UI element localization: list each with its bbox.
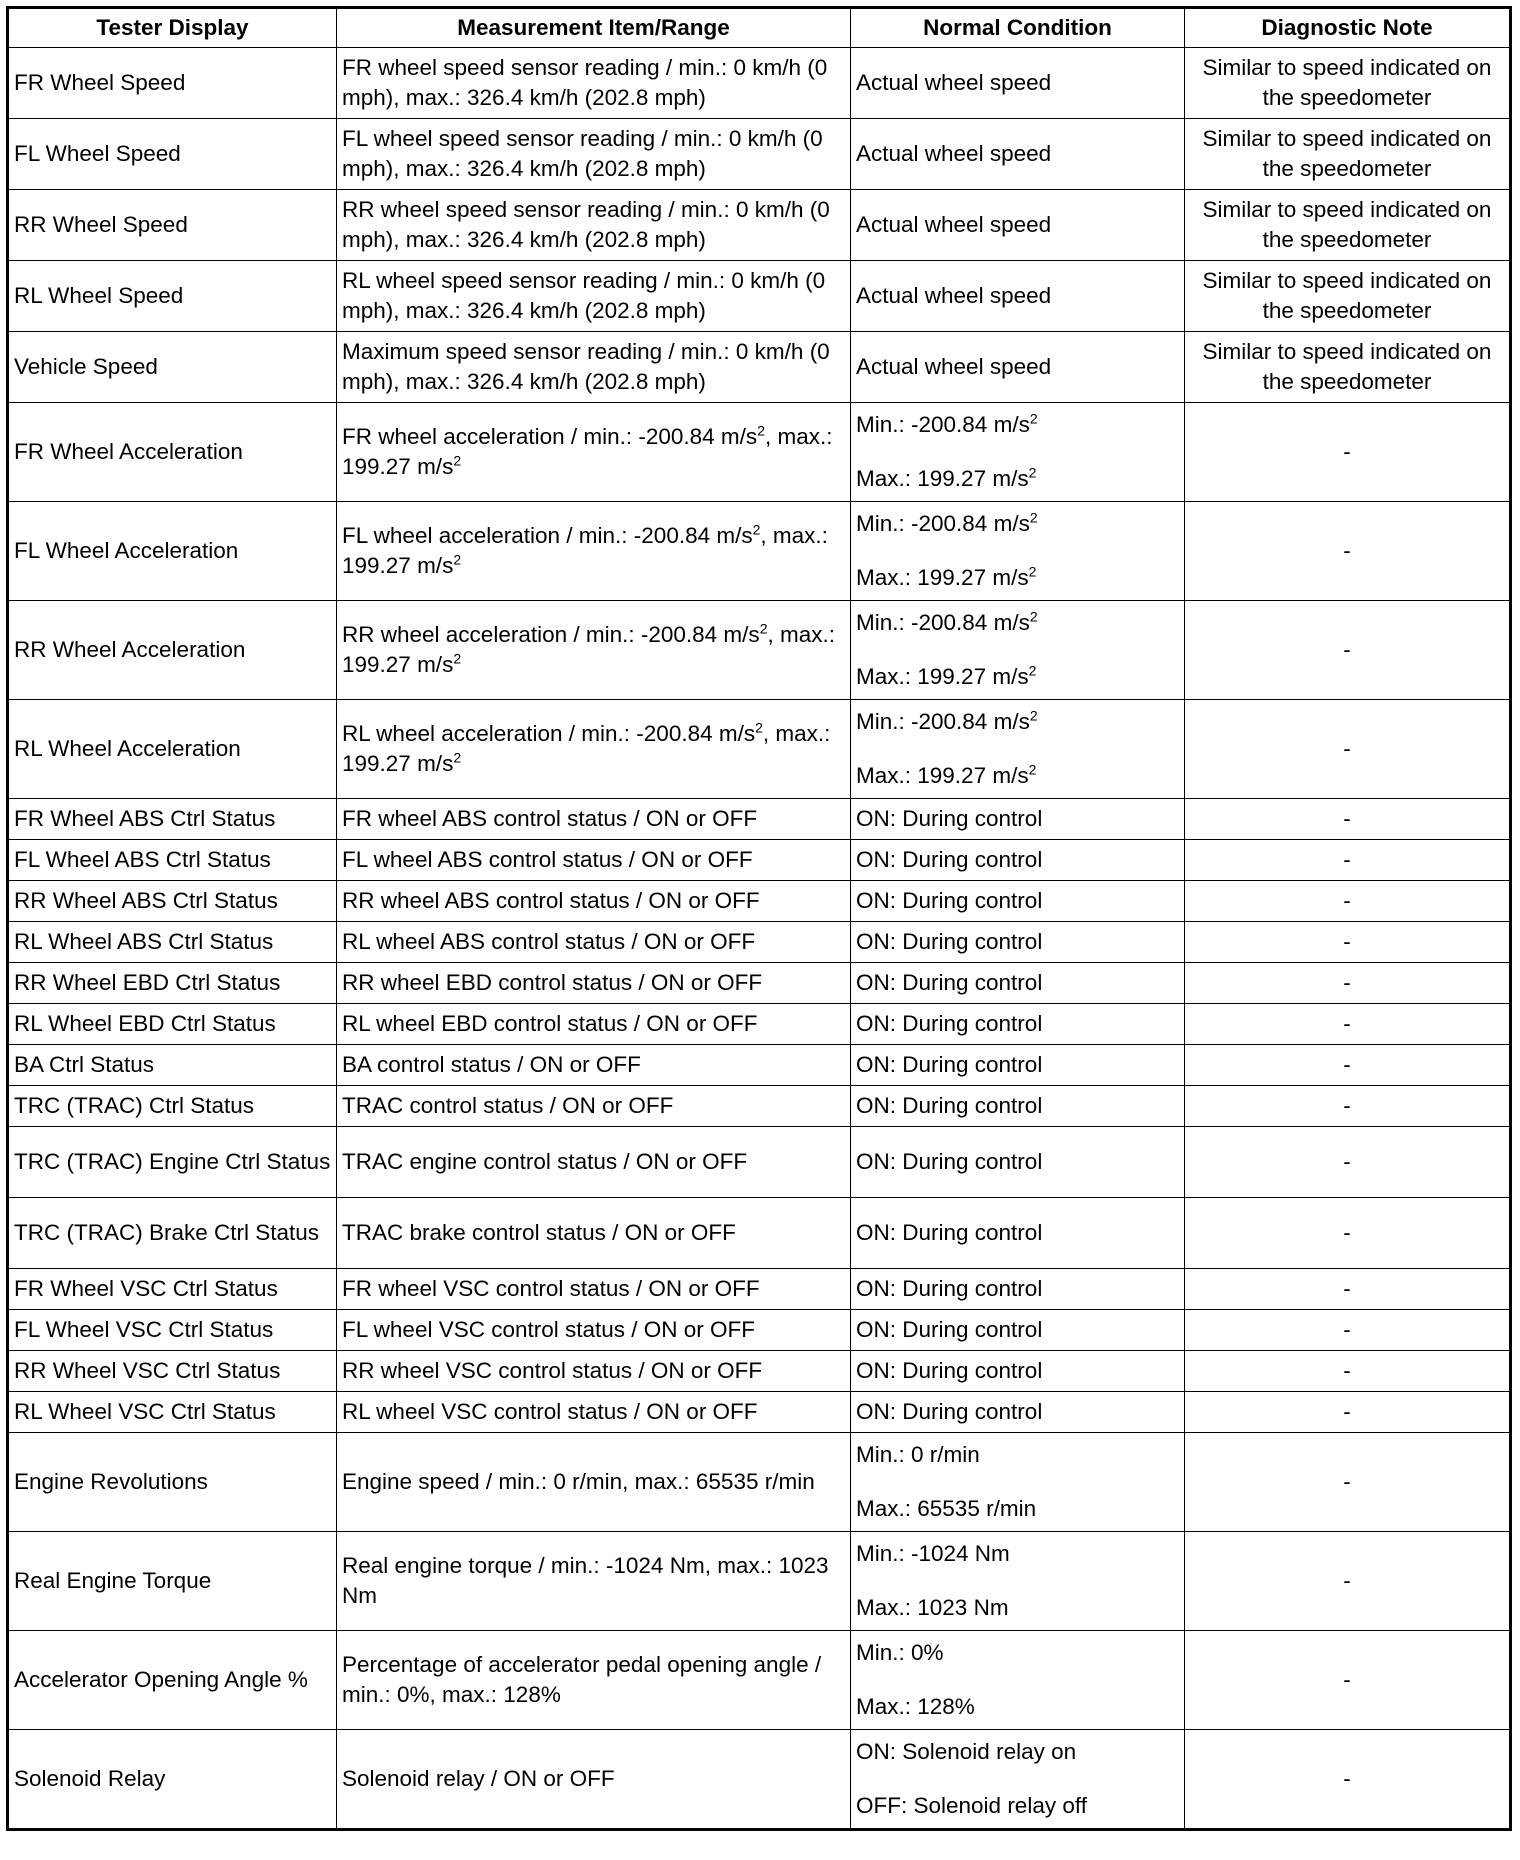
range-max-text: , max.: 199.27 m/s [342,721,831,776]
normal-condition-cell: ON: During control [851,1086,1185,1127]
measurement-range-cell: RR wheel VSC control status / ON or OFF [337,1351,851,1392]
table-row [8,1532,1511,1631]
table-row [8,190,1511,261]
diagnostic-note-cell: - [1185,799,1511,840]
diagnostic-note-cell: - [1185,1532,1511,1631]
normal-condition-cell [851,601,1185,700]
exponent: 2 [759,620,768,637]
tester-display-cell: FL Wheel VSC Ctrl Status [8,1310,337,1351]
diagnostic-note-cell: - [1185,1127,1511,1198]
header-measurement-item-range: Measurement Item/Range [337,8,851,48]
table-row [8,48,1511,119]
normal-max-text: Max.: 199.27 m/s [856,565,1029,590]
range-min-text: FR wheel acceleration / min.: -200.84 m/s [342,424,758,449]
table-row [8,1004,1511,1045]
measurement-range-cell: RL wheel EBD control status / ON or OFF [337,1004,851,1045]
diagnostic-note-cell: - [1185,700,1511,799]
diagnostic-note-cell: Similar to speed indicated on the speedometer [1185,48,1511,119]
measurement-range-cell: RR wheel speed sensor reading / min.: 0 km/h (0 mph), max.: 326.4 km/h (202.8 mph) [337,190,851,261]
tester-display-cell: RR Wheel Speed [8,190,337,261]
tester-display-cell: RL Wheel ABS Ctrl Status [8,922,337,963]
measurement-range-cell: RR wheel ABS control status / ON or OFF [337,881,851,922]
measurement-range-cell [337,601,851,700]
diagnostic-note-cell: - [1185,1269,1511,1310]
range-min-text: RR wheel acceleration / min.: -200.84 m/s [342,622,760,647]
tester-display-cell: RL Wheel VSC Ctrl Status [8,1392,337,1433]
exponent: 2 [1028,761,1037,778]
table-row [8,1198,1511,1269]
table-row [8,1433,1511,1532]
table-row [8,922,1511,963]
exponent: 2 [453,452,462,469]
normal-condition-cell: Actual wheel speed [851,261,1185,332]
measurement-range-cell [337,502,851,601]
range-min-text: RL wheel acceleration / min.: -200.84 m/s [342,721,756,746]
tester-display-cell: RR Wheel ABS Ctrl Status [8,881,337,922]
normal-condition-cell: ON: During control [851,1392,1185,1433]
normal-min-line [856,410,1179,440]
measurement-range-cell: FR wheel speed sensor reading / min.: 0 km/h (0 mph), max.: 326.4 km/h (202.8 mph) [337,48,851,119]
measurement-range-cell: TRAC control status / ON or OFF [337,1086,851,1127]
normal-max-text: Max.: 199.27 m/s [856,466,1029,491]
header-normal-condition: Normal Condition [851,8,1185,48]
measurement-range-cell: RL wheel ABS control status / ON or OFF [337,922,851,963]
table-row [8,1310,1511,1351]
normal-condition-cell: Actual wheel speed [851,48,1185,119]
measurement-range-cell: Percentage of accelerator pedal opening angle / min.: 0%, max.: 128% [337,1631,851,1730]
normal-condition-cell [851,403,1185,502]
diagnostic-note-cell: - [1185,403,1511,502]
exponent: 2 [453,650,462,667]
diagnostic-note-cell: - [1185,1351,1511,1392]
table-row [8,1351,1511,1392]
header-tester-display: Tester Display [8,8,337,48]
normal-condition-cell: ON: During control [851,1198,1185,1269]
exponent: 2 [453,551,462,568]
diagnostic-note-cell: Similar to speed indicated on the speedometer [1185,261,1511,332]
table-row [8,1392,1511,1433]
normal-min-text: Min.: -200.84 m/s [856,412,1030,437]
range-max-text: , max.: 199.27 m/s [342,622,835,677]
diagnostic-note-cell: - [1185,1198,1511,1269]
normal-min-text: Min.: 0% [856,1640,944,1665]
measurement-range-cell: Engine speed / min.: 0 r/min, max.: 65535 r/min [337,1433,851,1532]
normal-min-text: Min.: -200.84 m/s [856,511,1030,536]
header-row [8,8,1511,48]
exponent: 2 [752,521,761,538]
measurement-range-cell: FL wheel ABS control status / ON or OFF [337,840,851,881]
table-row [8,799,1511,840]
exponent: 2 [1029,608,1038,625]
tester-display-cell: RR Wheel VSC Ctrl Status [8,1351,337,1392]
normal-condition-cell: ON: During control [851,799,1185,840]
normal-condition-cell: ON: During control [851,1045,1185,1086]
table-row [8,700,1511,799]
diagnostic-note-cell: - [1185,1004,1511,1045]
normal-condition-cell: Actual wheel speed [851,119,1185,190]
table-row [8,881,1511,922]
table-row [8,963,1511,1004]
normal-condition-cell: ON: During control [851,840,1185,881]
diagnostic-note-cell: - [1185,1086,1511,1127]
normal-min-line [856,707,1179,737]
normal-max-text: Max.: 65535 r/min [856,1496,1037,1521]
range-max-text: , max.: 199.27 m/s [342,523,828,578]
diagnostic-note-cell: - [1185,1045,1511,1086]
normal-max-text: Max.: 199.27 m/s [856,664,1029,689]
measurement-range-cell: FL wheel speed sensor reading / min.: 0 km/h (0 mph), max.: 326.4 km/h (202.8 mph) [337,119,851,190]
diagnostic-note-cell: - [1185,922,1511,963]
normal-condition-cell: ON: During control [851,963,1185,1004]
tester-display-cell: RL Wheel Speed [8,261,337,332]
measurement-range-cell [337,700,851,799]
tester-display-cell: FR Wheel ABS Ctrl Status [8,799,337,840]
normal-min-text: Min.: 0 r/min [856,1442,980,1467]
measurement-range-cell: Maximum speed sensor reading / min.: 0 km/h (0 mph), max.: 326.4 km/h (202.8 mph) [337,332,851,403]
exponent: 2 [453,749,462,766]
diagnostic-note-cell: Similar to speed indicated on the speedometer [1185,190,1511,261]
table-row [8,332,1511,403]
normal-condition-cell [851,502,1185,601]
normal-condition-cell: ON: During control [851,881,1185,922]
normal-condition-cell [851,700,1185,799]
diagnostic-note-cell: - [1185,1730,1511,1830]
measurement-range-cell: RR wheel EBD control status / ON or OFF [337,963,851,1004]
tester-display-cell: RL Wheel Acceleration [8,700,337,799]
normal-max-line [856,662,1179,692]
diagnostic-note-cell: - [1185,963,1511,1004]
table-row [8,840,1511,881]
measurement-range-cell [337,403,851,502]
tester-display-cell: Vehicle Speed [8,332,337,403]
tester-display-cell: BA Ctrl Status [8,1045,337,1086]
table-row [8,403,1511,502]
normal-max-line [856,761,1179,791]
diagnostic-note-cell: - [1185,1631,1511,1730]
tester-display-cell: FR Wheel Speed [8,48,337,119]
exponent: 2 [1028,563,1037,580]
diagnostic-note-cell: - [1185,502,1511,601]
normal-max-text: Max.: 1023 Nm [856,1595,1009,1620]
normal-max-line [856,464,1179,494]
normal-min-text: Min.: -1024 Nm [856,1541,1010,1566]
normal-condition-cell: ON: During control [851,922,1185,963]
measurement-range-cell: FL wheel VSC control status / ON or OFF [337,1310,851,1351]
range-min-text: FL wheel acceleration / min.: -200.84 m/s [342,523,753,548]
normal-max-line [856,563,1179,593]
diagnostic-note-cell: Similar to speed indicated on the speedometer [1185,119,1511,190]
measurement-range-cell: FR wheel VSC control status / ON or OFF [337,1269,851,1310]
tester-display-cell: RL Wheel EBD Ctrl Status [8,1004,337,1045]
tester-display-cell: FL Wheel Speed [8,119,337,190]
normal-max-text: Max.: 199.27 m/s [856,763,1029,788]
tester-display-cell: Accelerator Opening Angle % [8,1631,337,1730]
table-row [8,601,1511,700]
diagnostic-note-cell: - [1185,1433,1511,1532]
tester-display-cell: FR Wheel VSC Ctrl Status [8,1269,337,1310]
normal-condition-cell: ON: During control [851,1269,1185,1310]
diagnostic-note-cell: - [1185,1392,1511,1433]
normal-min-text: Min.: -200.84 m/s [856,610,1030,635]
tester-display-cell: Engine Revolutions [8,1433,337,1532]
measurement-range-cell: BA control status / ON or OFF [337,1045,851,1086]
range-max-text: , max.: 199.27 m/s [342,424,833,479]
normal-condition-cell [851,1433,1185,1532]
tester-display-cell: TRC (TRAC) Ctrl Status [8,1086,337,1127]
normal-condition-cell: ON: During control [851,1004,1185,1045]
table-row [8,1127,1511,1198]
table-row [8,1730,1511,1830]
normal-condition-cell: ON: During control [851,1351,1185,1392]
normal-min-text: Min.: -200.84 m/s [856,709,1030,734]
tester-display-cell: TRC (TRAC) Brake Ctrl Status [8,1198,337,1269]
normal-max-text: OFF: Solenoid relay off [856,1793,1087,1818]
measurement-range-cell: TRAC brake control status / ON or OFF [337,1198,851,1269]
table-row [8,1631,1511,1730]
normal-condition-cell [851,1730,1185,1830]
tester-display-cell: FR Wheel Acceleration [8,403,337,502]
table-row [8,1269,1511,1310]
measurement-range-cell: RL wheel VSC control status / ON or OFF [337,1392,851,1433]
normal-max-text: Max.: 128% [856,1694,975,1719]
table-row [8,261,1511,332]
exponent: 2 [1029,707,1038,724]
normal-condition-cell [851,1631,1185,1730]
exponent: 2 [1029,410,1038,427]
tester-display-cell: TRC (TRAC) Engine Ctrl Status [8,1127,337,1198]
measurement-range-cell: Real engine torque / min.: -1024 Nm, max.: 1023 Nm [337,1532,851,1631]
normal-min-line [856,608,1179,638]
tester-display-cell: FL Wheel Acceleration [8,502,337,601]
normal-min-line [856,509,1179,539]
measurement-range-cell: FR wheel ABS control status / ON or OFF [337,799,851,840]
normal-condition-cell [851,1532,1185,1631]
header-diagnostic-note: Diagnostic Note [1185,8,1511,48]
diagnostic-note-cell: - [1185,840,1511,881]
table-row [8,1045,1511,1086]
exponent: 2 [757,422,765,439]
normal-condition-cell: Actual wheel speed [851,190,1185,261]
diagnostic-note-cell: - [1185,1310,1511,1351]
normal-condition-cell: ON: During control [851,1310,1185,1351]
data-list-table [6,6,1512,1831]
tester-display-cell: RR Wheel EBD Ctrl Status [8,963,337,1004]
tester-display-cell: Solenoid Relay [8,1730,337,1830]
tester-display-cell: FL Wheel ABS Ctrl Status [8,840,337,881]
table-row [8,119,1511,190]
diagnostic-note-cell: - [1185,881,1511,922]
normal-condition-cell: Actual wheel speed [851,332,1185,403]
normal-min-text: ON: Solenoid relay on [856,1739,1077,1764]
diagnostic-note-cell: - [1185,601,1511,700]
tester-display-cell: Real Engine Torque [8,1532,337,1631]
tester-display-cell: RR Wheel Acceleration [8,601,337,700]
exponent: 2 [1029,509,1038,526]
exponent: 2 [1028,662,1037,679]
normal-condition-cell: ON: During control [851,1127,1185,1198]
measurement-range-cell: TRAC engine control status / ON or OFF [337,1127,851,1198]
table-row [8,1086,1511,1127]
exponent: 2 [1028,464,1037,481]
data-list-table-container [6,6,1512,1831]
exponent: 2 [755,719,763,736]
table-row [8,502,1511,601]
measurement-range-cell: Solenoid relay / ON or OFF [337,1730,851,1830]
measurement-range-cell: RL wheel speed sensor reading / min.: 0 km/h (0 mph), max.: 326.4 km/h (202.8 mph) [337,261,851,332]
diagnostic-note-cell: Similar to speed indicated on the speedometer [1185,332,1511,403]
